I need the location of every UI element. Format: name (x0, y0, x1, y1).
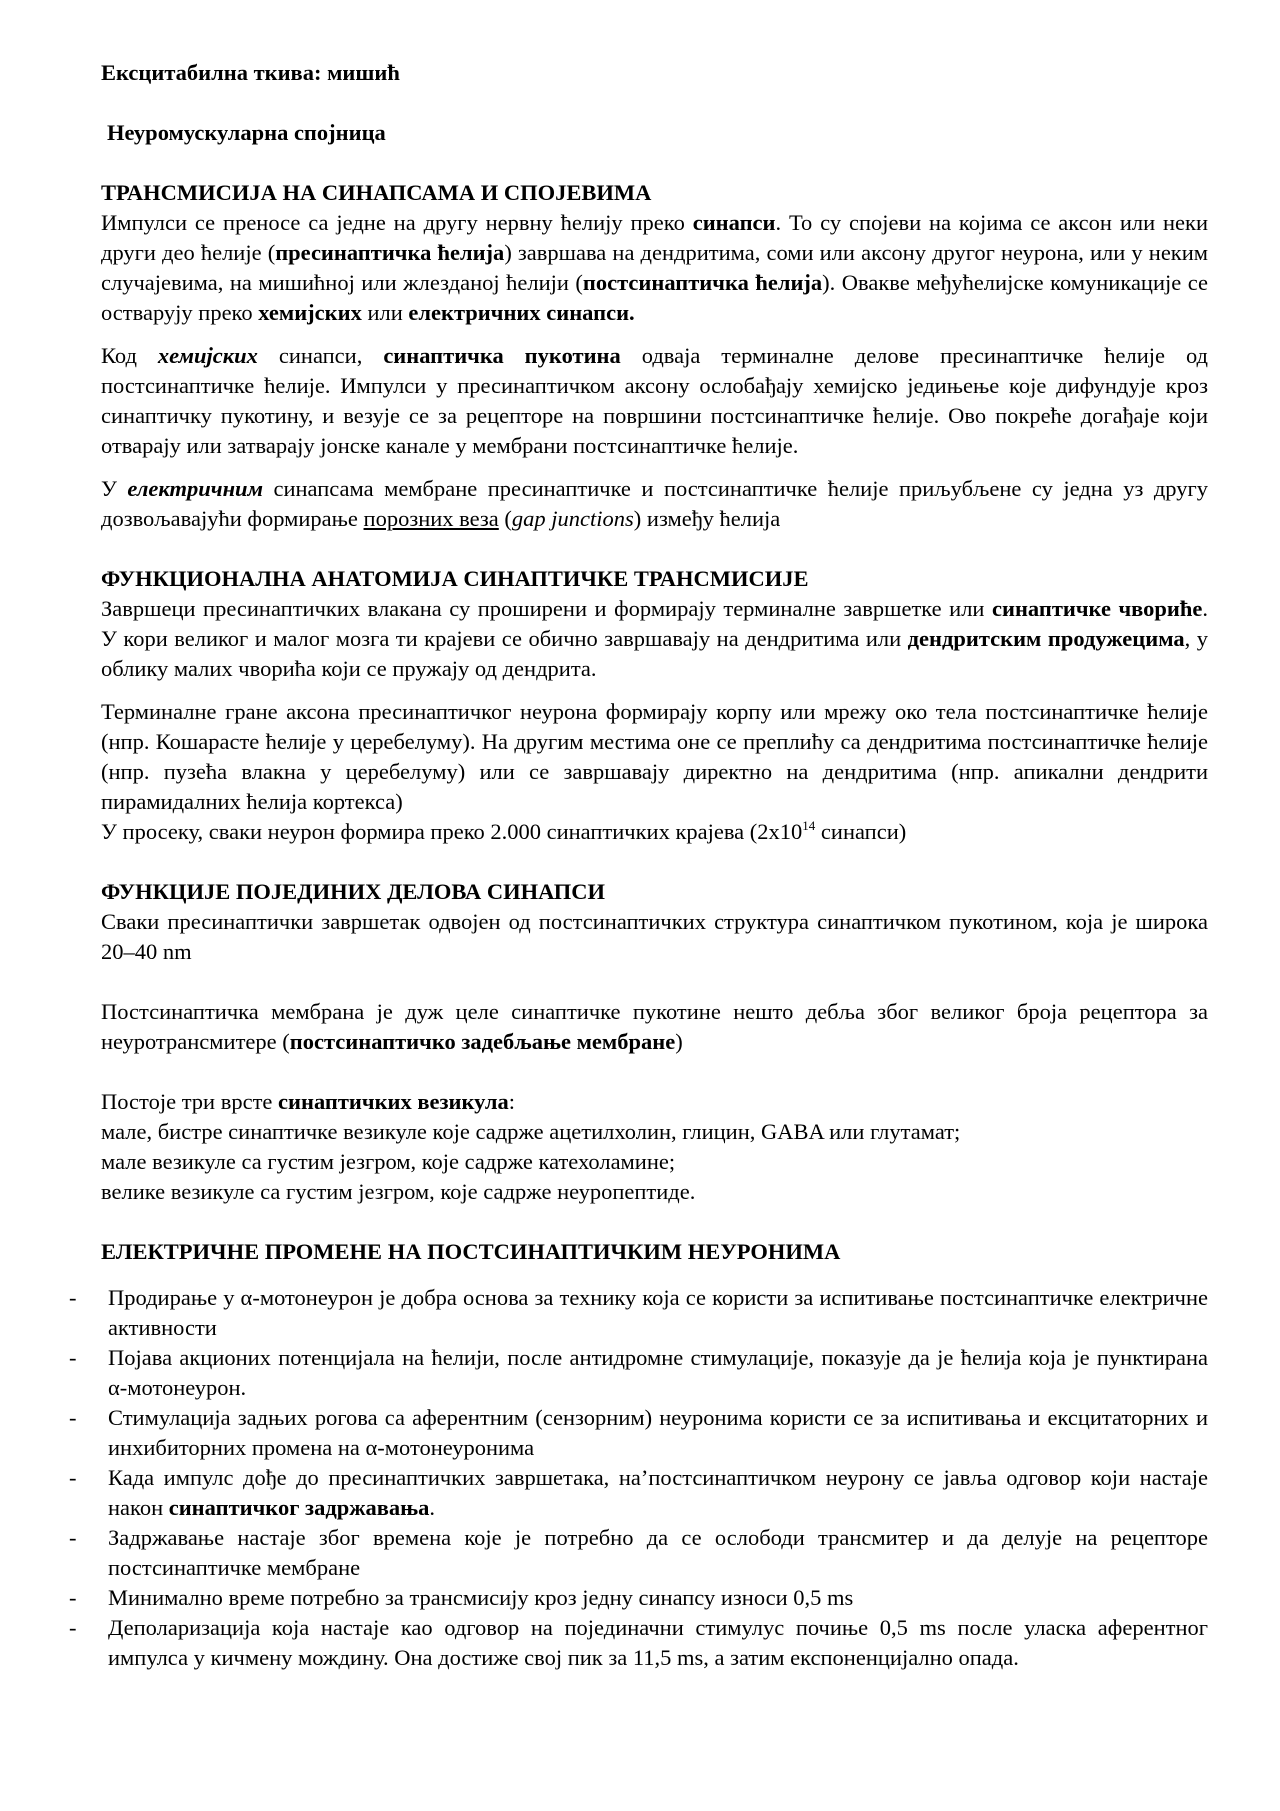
dash-marker: - (69, 1405, 77, 1430)
paragraph-functions-2: Постсинаптичка мембрана је дуж целе синаптичке пукотине нешто дебља због великог броја рецептора за неуротрансмитере (постсинаптичко задебљање мембране) (101, 999, 1208, 1054)
dash-marker: - (69, 1615, 77, 1640)
list-item: - Деполаризација која настаје као одговор на појединачни стимулус почиње 0,5 ms после уласка аферентног импулса у кичмену мождину. Она достиже свој пик за 11,5 ms, а затим експоненцијално опада. (69, 1615, 1208, 1670)
list-item: - Појава акционих потенцијала на ћелији, после антидромне стимулације, показује да је ћелија која је пунктирана α-мотонеурон. (69, 1345, 1208, 1400)
paragraph-transmission-2: Код хемијских синапси, синаптичка пукотина одваја терминалне делове пресинаптичке ћелије од постсинаптичке ћелије. Импулси у пресинаптичком аксону ослобађају хемијско једињење које дифундује кроз синаптичку пукотину, и везује се за рецепторе на површини постсинаптичке ћелије. Ово покреће догађаје који отварају или затварају јонске канале у мембрани постсинаптичке ћелије. (101, 343, 1209, 458)
list-item: - Задржавање настаје због времена које је потребно да се ослободи трансмитер и да делује на рецепторе постсинаптичке мембране (69, 1525, 1208, 1580)
section-heading-electrical: ЕЛЕКТРИЧНЕ ПРОМЕНЕ НА ПОСТСИНАПТИЧКИМ НЕУРОНИМА (101, 1239, 841, 1264)
section-heading-transmission: ТРАНСМИСИЈА НА СИНАПСАМА И СПОЈЕВИМА (101, 180, 652, 205)
dash-marker: - (69, 1285, 77, 1310)
list-item: - Када импулс дође до пресинаптичких завршетака, на’постсинаптичком неурону се јавља одговор који настаје након синаптичког задржавања. (69, 1465, 1208, 1520)
section-heading-functions: ФУНКЦИЈЕ ПОЈЕДИНИХ ДЕЛОВА СИНАПСИ (101, 879, 606, 904)
page-title: Ексцитабилна ткива: мишић (101, 60, 400, 85)
page-subtitle: Неуромускуларна спојница (107, 120, 386, 145)
dash-marker: - (69, 1465, 77, 1490)
vesicle-line: мале везикуле са густим језгром, које садрже катехоламине; (101, 1149, 676, 1174)
paragraph-transmission-3: У електричним синапсама мембране пресинаптичке и постсинаптичке ћелије приљубљене су једна уз другу дозвољавајући формирање порозних веза (gap junctions) између ћелија (101, 476, 1208, 531)
paragraph-anatomy-1: Завршеци пресинаптичких влакана су проширени и формирају терминалне завршетке или синаптичке чвориће. У кори великог и малог мозга ти крајеви се обично завршавају на дендритима или дендритским продужецима, у облику малих чворића који се пружају од дендрита. (101, 596, 1209, 681)
list-item: - Продирање у α-мотонеурон је добра основа за технику која се користи за испитивање постсинаптичке електричне активности (69, 1285, 1208, 1340)
paragraph-functions-1: Сваки пресинаптички завршетак одвојен од постсинаптичких структура синаптичком пукотином, која је широка 20–40 nm (101, 909, 1208, 964)
paragraph-anatomy-3: У просеку, сваки неурон формира преко 2.000 синаптичких крајева ($2x10^{14}$ синапси) (101, 818, 907, 844)
paragraph-functions-3: Постоје три врсте синаптичких везикула: (101, 1089, 515, 1114)
paragraph-transmission-1: Импулси се преносе са једне на другу нервну ћелију преко синапси. То су спојеви на којима се аксон или неки други део ћелије (пресинаптичка ћелија) завршава на дендритима, соми или аксону другог неурона, или у неким случајевима, на мишићној или жлезданој ћелији (постсинаптичка ћелија). Овакве међућелијске комуникације се остварују преко хемијских или електричних синапси. (101, 210, 1209, 325)
paragraph-anatomy-2: Терминалне гране аксона пресинаптичког неурона формирају корпу или мрежу око тела постсинаптичке ћелије (нпр. Кошарасте ћелије у церебелуму). На другим местима оне се преплићу са дендритима постсинаптичке ћелије (нпр. пузећа влакна у церебелуму) или се завршавају директно на дендритима (нпр. апикални дендрити пирамидалних ћелија кортекса) (101, 699, 1208, 814)
electrical-list (69, 1283, 1208, 1673)
dash-marker: - (69, 1525, 77, 1550)
section-heading-anatomy: ФУНКЦИОНАЛНА АНАТОМИЈА СИНАПТИЧКЕ ТРАНСМИСИЈЕ (101, 566, 809, 591)
vesicle-types-block (101, 1087, 1208, 1207)
list-item: - Минимално време потребно за трансмисију кроз једну синапсу износи 0,5 ms (101, 1583, 1208, 1613)
dash-marker: - (69, 1585, 77, 1610)
list-item: - Стимулација задњих рогова са аферентним (сензорним) неуронима користи се за испитивања и ексцитаторних и инхибиторних промена на α-мотонеуронима (69, 1405, 1208, 1460)
dash-marker: - (69, 1345, 77, 1370)
vesicle-line: мале, бистре синаптичке везикуле које садрже ацетилхолин, глицин, GABA или глутамат; (101, 1119, 961, 1144)
vesicle-line: велике везикуле са густим језгром, које садрже неуропептиде. (101, 1179, 696, 1204)
